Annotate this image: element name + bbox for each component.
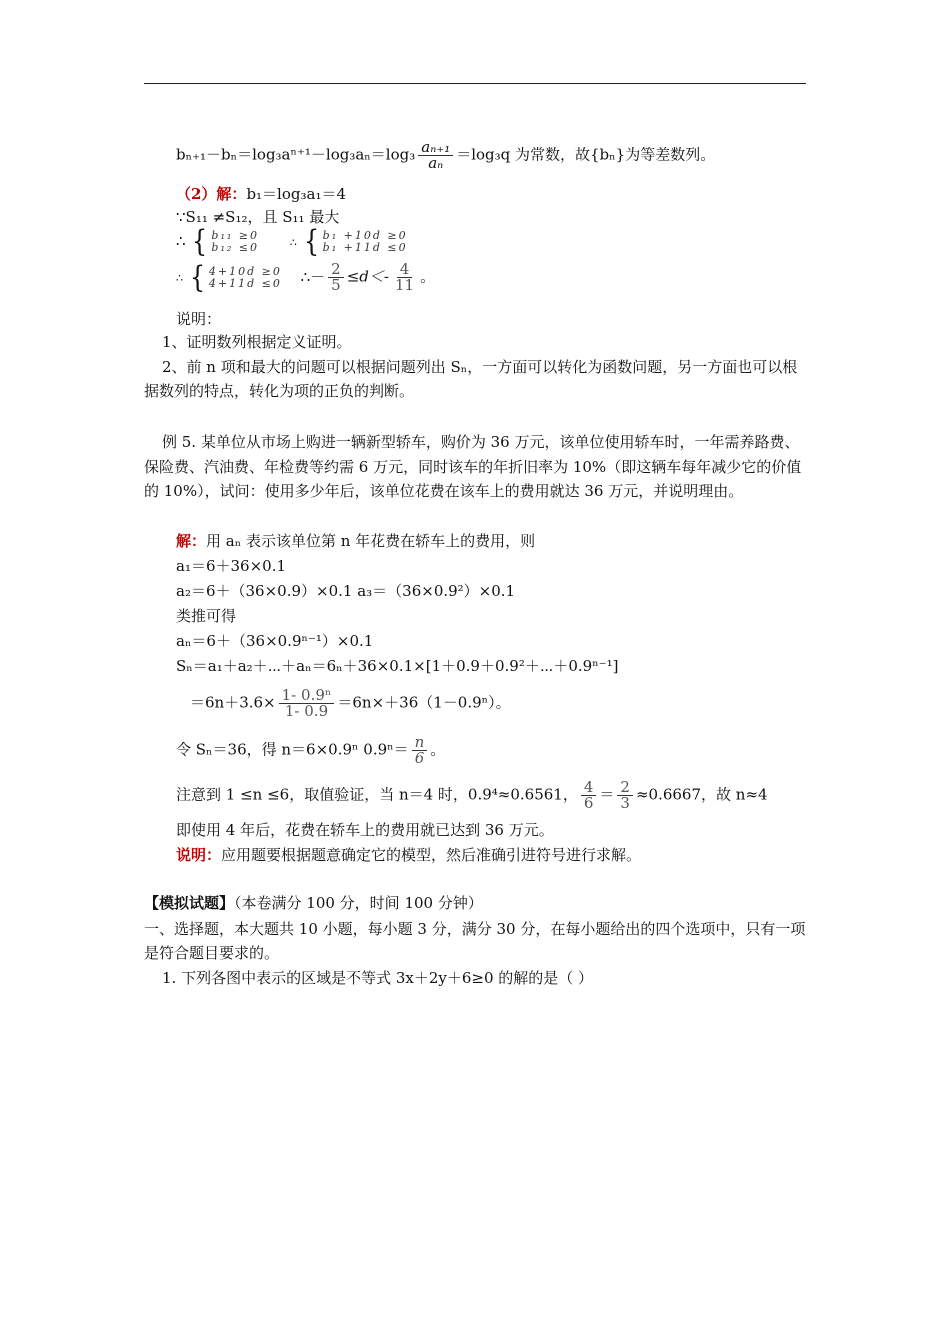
frac-num: n xyxy=(412,735,428,751)
a1-formula: a₁＝6＋36×0.1 xyxy=(176,557,287,575)
system-b1-d: { b₁ +10d ≥0 b₁ +11d ≤0 xyxy=(303,224,408,259)
mock-test-subtitle: （本卷满分 100 分，时间 100 分钟） xyxy=(234,894,483,912)
fraction-an1-an xyxy=(418,140,453,171)
explanation xyxy=(176,845,641,865)
period: 。 xyxy=(430,740,446,759)
frac-den: 3 xyxy=(620,794,630,812)
fraction-4-6 xyxy=(581,780,597,811)
equals: ＝ xyxy=(599,785,615,804)
fraction-4-11 xyxy=(392,262,417,293)
an-formula: aₙ＝6＋（36×0.9ⁿ⁻¹）×0.1 xyxy=(176,632,374,650)
verify-suffix: ≈0.6667，故 n≈4 xyxy=(635,785,768,804)
example-5-text: 例 5. 某单位从市场上购进一辆新型轿车，购价为 36 万元，该单位使用轿车时，一年需养路费、保险费、汽油费、年检费等约需 6 万元，同时该车的年折旧率为 10%（即这辆车每年减少它的价值的 10%），试问：使用多少年后，该单位花费在该车上的费用就达 36 万元，并说明理由。 xyxy=(144,433,802,500)
mock-test-header xyxy=(144,893,483,913)
solution-text: 用 aₙ 表示该单位第 n 年花费在轿车上的费用，则 xyxy=(206,532,536,550)
therefore-minus: ∴－ xyxy=(300,267,326,286)
s11-condition: ∵S₁₁ ≠S₁₂，且 S₁₁ 最大 xyxy=(176,208,340,226)
sys1-row2: b₁₂ ≤0 xyxy=(211,241,259,254)
sys3-row1: 4+10d ≥0 xyxy=(208,264,282,278)
fraction-2-3 xyxy=(617,780,633,811)
frac-den: 6 xyxy=(583,794,594,812)
therefore-symbol-3: ∴ xyxy=(176,271,183,285)
frac-den: 5 xyxy=(331,276,341,294)
part2-line1 xyxy=(176,184,346,204)
therefore-symbol-2: ∴ xyxy=(289,236,297,249)
sn2-suffix: ＝6n×＋36（1－0.9ⁿ）。 xyxy=(337,693,511,712)
frac-den: 11 xyxy=(394,276,415,294)
solution-label: 解： xyxy=(176,532,207,550)
equation-line-bn xyxy=(176,140,715,171)
fraction-geometric xyxy=(279,688,335,719)
fraction-n-6 xyxy=(412,735,428,766)
a2-a3-formula: a₂＝6＋（36×0.9）×0.1 a₃＝（36×0.9²）×0.1 xyxy=(176,582,516,600)
therefore-symbol: ∴ xyxy=(176,232,186,250)
frac-num: 2 xyxy=(328,262,344,278)
sn-closed-form xyxy=(190,688,511,719)
inequality-d: ≤d＜- xyxy=(346,267,389,286)
eq-rhs: ＝log₃q 为常数，故{bₙ}为等差数列。 xyxy=(456,145,716,164)
eq-lhs: bₙ₊₁－bₙ＝log₃aⁿ⁺¹－log₃aₙ＝log₃ xyxy=(176,145,416,164)
frac-den: 6 xyxy=(414,749,425,767)
sys2-row2: b₁ +11d ≤0 xyxy=(322,241,408,254)
sn-formula: Sₙ＝a₁＋a₂＋⋯＋aₙ＝6ₙ＋36×0.1×[1＋0.9＋0.9²＋⋯＋0.9ⁿ⁻¹] xyxy=(176,657,619,675)
notes-title: 说明： xyxy=(176,310,222,328)
sys1-row1: b₁₁ ≥0 xyxy=(211,229,259,242)
frac-num: 4 xyxy=(397,262,413,278)
conclusion: 即使用 4 年后，花费在轿车上的费用就已达到 36 万元。 xyxy=(176,821,554,839)
period: 。 xyxy=(420,267,436,286)
let-prefix: 令 Sₙ＝36，得 n＝6×0.9ⁿ 0.9ⁿ＝ xyxy=(176,740,409,759)
question-1: 1. 下列各图中表示的区域是不等式 3x＋2y＋6≥0 的解的是（ ） xyxy=(162,969,594,987)
explanation-text: 应用题要根据题意确定它的模型，然后准确引进符号进行求解。 xyxy=(221,846,642,864)
sys3-row2: 4+11d ≤0 xyxy=(208,276,282,290)
system-b11-b12: { b₁₁ ≥0 b₁₂ ≤0 xyxy=(192,224,259,259)
infer-text: 类推可得 xyxy=(176,607,237,625)
verification-line xyxy=(176,780,768,811)
frac-num: aₙ₊₁ xyxy=(418,140,453,156)
sn2-prefix: ＝6n＋3.6× xyxy=(190,693,276,712)
frac-num: 4 xyxy=(581,780,597,796)
note-1: 1、证明数列根据定义证明。 xyxy=(162,333,352,351)
b1-value: b₁＝log₃a₁＝4 xyxy=(246,185,346,203)
solution-label: （2）解： xyxy=(176,185,247,203)
fraction-2-5 xyxy=(328,262,344,293)
let-sn-36 xyxy=(176,735,445,766)
header-rule xyxy=(144,83,806,84)
note-2: 2、前 n 项和最大的问题可以根据问题列出 Sₙ，一方面可以转化为函数问题，另一方面也可以根据数列的特点，转化为项的正负的判断。 xyxy=(144,358,798,400)
frac-den: 1- 0.9 xyxy=(284,702,329,720)
frac-den: aₙ xyxy=(428,154,444,172)
part2-systems xyxy=(176,224,408,259)
system-4-d: { 4+10d ≥0 4+11d ≤0 xyxy=(189,259,282,295)
part2-conclusion xyxy=(176,259,436,295)
frac-num: 1- 0.9ⁿ xyxy=(279,688,335,704)
mock-test-title: 【模拟试题】 xyxy=(144,894,235,912)
verify-prefix: 注意到 1 ≤n ≤6，取值验证，当 n＝4 时，0.9⁴≈0.6561， xyxy=(176,785,578,804)
solution-intro xyxy=(176,531,535,551)
section-instructions: 一、选择题，本大题共 10 小题，每小题 3 分，满分 30 分，在每小题给出的四个选项中，只有一项是符合题目要求的。 xyxy=(144,920,806,962)
explanation-label: 说明： xyxy=(176,846,222,864)
frac-num: 2 xyxy=(617,780,633,796)
sys2-row1: b₁ +10d ≥0 xyxy=(322,229,408,242)
